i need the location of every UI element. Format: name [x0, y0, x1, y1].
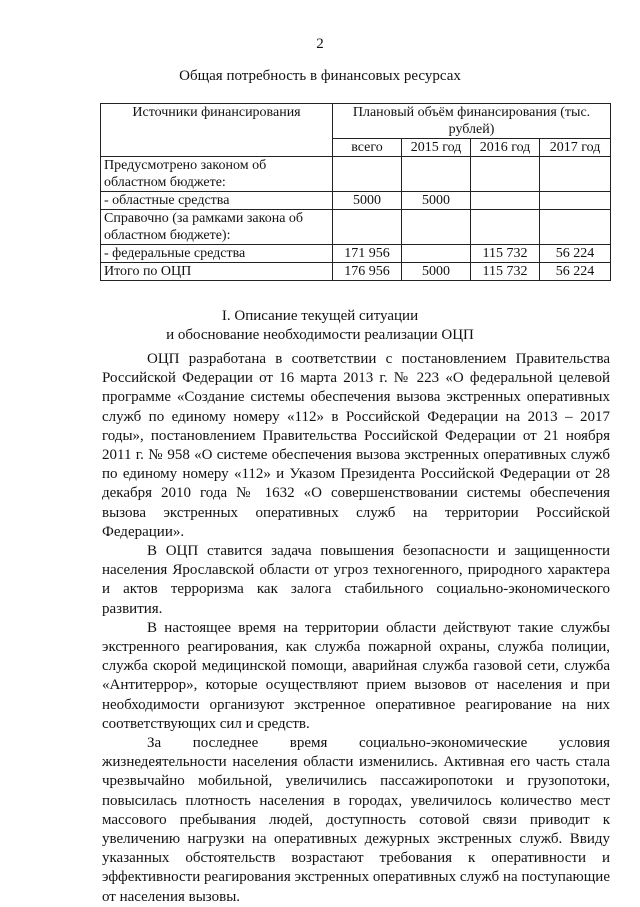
cell: 115 732	[471, 245, 540, 263]
row-label: - федеральные средства	[101, 245, 333, 263]
cell: 56 224	[540, 263, 611, 281]
table-header-row	[101, 104, 611, 139]
cell	[402, 245, 471, 263]
table-title: Общая потребность в финансовых ресурсах	[179, 68, 461, 84]
cell	[540, 157, 611, 192]
cell	[471, 210, 540, 245]
cell: 176 956	[333, 263, 402, 281]
table-row	[101, 263, 611, 281]
table-row	[101, 157, 611, 192]
year-header: 2017 год	[540, 139, 611, 157]
row-label: Предусмотрено законом об областном бюджете:	[101, 157, 333, 192]
cell	[471, 157, 540, 192]
body-text	[102, 350, 610, 907]
year-header: 2015 год	[402, 139, 471, 157]
financing-table	[100, 103, 611, 281]
paragraph: В настоящее время на территории области действуют такие службы экстренного реагирования, как служба пожарной охраны, служба полиции, служба скорой медицинской помощи, аварийная служба газовой сети, служба «Антитеррор», которые осуществляют прием вызовов от населения и при необходимости организуют экстренное оперативное реагирование на них соответствующих сил и средств.	[102, 619, 610, 732]
page-number: 2	[316, 36, 324, 52]
cell	[540, 192, 611, 210]
cell	[540, 210, 611, 245]
cell	[333, 210, 402, 245]
cell: 56 224	[540, 245, 611, 263]
section-heading-line: и обоснование необходимости реализации ОЦП	[166, 327, 474, 343]
row-label: - областные средства	[101, 192, 333, 210]
cell: 171 956	[333, 245, 402, 263]
paragraph: В ОЦП ставится задача повышения безопасности и защищенности населения Ярославской области от угроз техногенного, природного характера и актов терроризма как залога стабильного социально-экономического развития.	[102, 543, 610, 617]
section-heading	[0, 307, 640, 345]
cell: 115 732	[471, 263, 540, 281]
year-header: 2016 год	[471, 139, 540, 157]
cell	[333, 157, 402, 192]
table-row	[101, 192, 611, 210]
year-header: всего	[333, 139, 402, 157]
row-label: Итого по ОЦП	[101, 263, 333, 281]
table-row	[101, 210, 611, 245]
cell: 5000	[333, 192, 402, 210]
cell	[471, 192, 540, 210]
table-row	[101, 245, 611, 263]
source-header: Источники финансирования	[101, 104, 333, 157]
section-heading-line: I. Описание текущей ситуации	[221, 308, 419, 324]
cell	[402, 210, 471, 245]
row-label: Справочно (за рамками закона об областном бюджете):	[101, 210, 333, 245]
paragraph: ОЦП разработана в соответствии с постановлением Правительства Российской Федерации от 16 марта 2013 г. № 223 «О федеральной целевой программе «Создание системы обеспечения вызова экстренных оперативных служб по единому номеру «112» в Российской Федерации на 2013 – 2017 годы», постановлением Правительства Российской Федерации от 21 ноября 2011 г. № 958 «О системе обеспечения вызова экстренных оперативных служб по единому номеру «112» и Указом Президента Российской Федерации от 28 декабря 2010 года № 1632 «О совершенствовании системы обеспечения вызова экстренных оперативных служб на территории Российской Федерации».	[102, 351, 610, 540]
planned-header: Плановый объём финансирования (тыс. рублей)	[333, 104, 611, 139]
cell: 5000	[402, 192, 471, 210]
cell	[402, 157, 471, 192]
cell: 5000	[402, 263, 471, 281]
paragraph: За последнее время социально-экономические условия жизнедеятельности населения области изменились. Активная его часть стала чрезвычайно мобильной, увеличились пассажиропотоки и грузопотоки, повысилась плотность населения в городах, увеличилось количество мест массового пребывания людей, доступность сотовой связи приводит к увеличению нагрузки на оперативных дежурных экстренных служб. Ввиду указанных обстоятельств возрастают требования к оперативности и эффективности реагирования экстренных оперативных служб на поступающие от населения вызовы.	[102, 735, 610, 905]
